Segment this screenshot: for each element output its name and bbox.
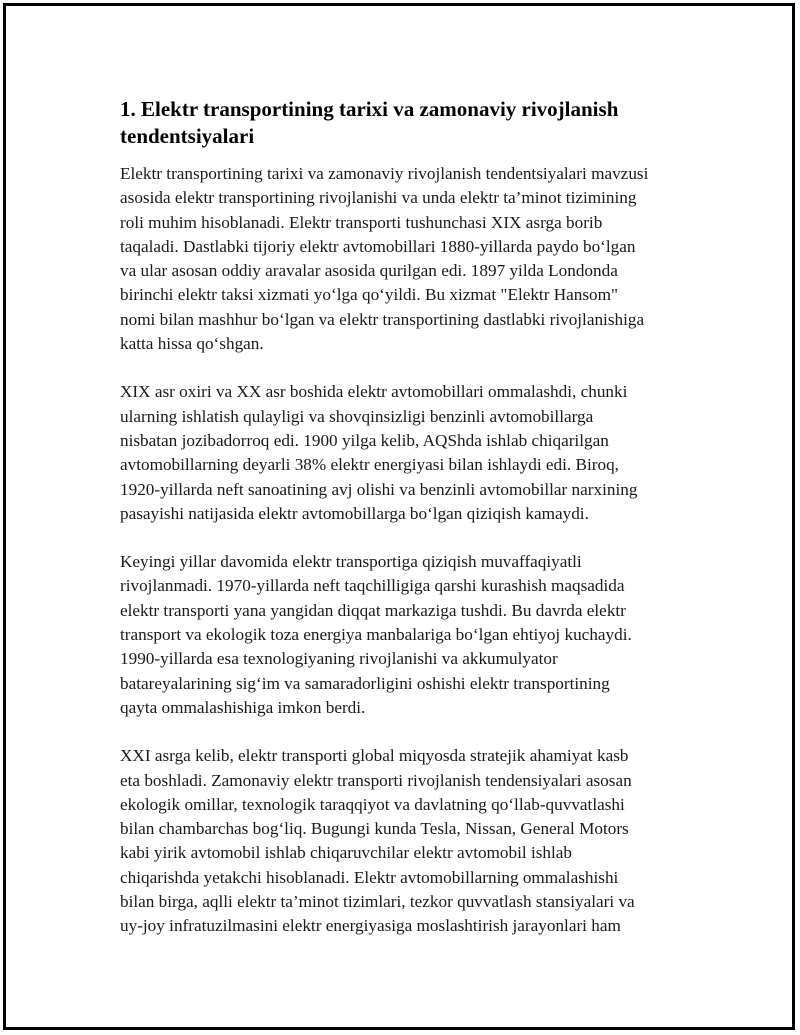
section-heading: 1. Elektr transportining tarixi va zamonaviy rivojlanish tendentsiyalari (120, 97, 619, 148)
document-body (120, 96, 700, 963)
paragraph-1: Elektr transportining tarixi va zamonaviy rivojlanish tendentsiyalari mavzusi asosida elektr transportining rivojlanishi va unda elektr ta’minot tizimining roli muhim hisoblanadi. Elektr transporti tushunchasi XIX asrga borib taqaladi. Dastlabki tijoriy elektr avtomobillari 1880-yillarda paydo bo‘lgan va ular asosan oddiy aravalar asosida qurilgan edi. 1897 yilda Londonda birinchi elektr taksi xizmati yo‘lga qo‘yildi. Bu xizmat "Elektr Hansom" nomi bilan mashhur bo‘lgan va elektr transportining dastlabki rivojlanishiga katta hissa qo‘shgan. (120, 164, 649, 354)
paragraph-2: XIX asr oxiri va XX asr boshida elektr avtomobillari ommalashdi, chunki ularning ishlatish qulayligi va shovqinsizligi benzinli avtomobillarga nisbatan jozibadorroq edi. 1900 yilga kelib, AQShda ishlab chiqarilgan avtomobillarning deyarli 38% elektr energiyasi bilan ishlaydi edi. Biroq, 1920-yillarda neft sanoatining avj olishi va benzinli avtomobillar narxining pasayishi natijasida elektr avtomobillarga bo‘lgan qiziqish kamaydi. (120, 382, 638, 523)
paragraph-4: XXI asrga kelib, elektr transporti global miqyosda stratejik ahamiyat kasb eta boshladi. Zamonaviy elektr transporti rivojlanish tendensiyalari asosan ekologik omillar, texnologik taraqqiyot va davlatning qo‘llab-quvvatlashi bilan chambarchas bog‘liq. Bugungi kunda Tesla, Nissan, General Motors kabi yirik avtomobil ishlab chiqaruvchilar elektr avtomobil ishlab chiqarishda yetakchi hisoblanadi. Elektr avtomobillarning ommalashishi bilan birga, aqlli elektr ta’minot tizimlari, tezkor quvvatlash stansiyalari va uy-joy infratuzilmasini elektr energiyasiga moslashtirish jarayonlari ham (120, 746, 635, 936)
page-frame (3, 3, 795, 1030)
paragraph-3: Keyingi yillar davomida elektr transportiga qiziqish muvaffaqiyatli rivojlanmadi. 1970-yillarda neft taqchilligiga qarshi kurashish maqsadida elektr transporti yana yangidan diqqat markaziga tushdi. Bu davrda elektr transport va ekologik toza energiya manbalariga bo‘lgan ehtiyoj kuchaydi. 1990-yillarda esa texnologiyaning rivojlanishi va akkumulyator batareyalarining sig‘im va samaradorligini oshishi elektr transportining qayta ommalashishiga imkon berdi. (120, 552, 632, 717)
